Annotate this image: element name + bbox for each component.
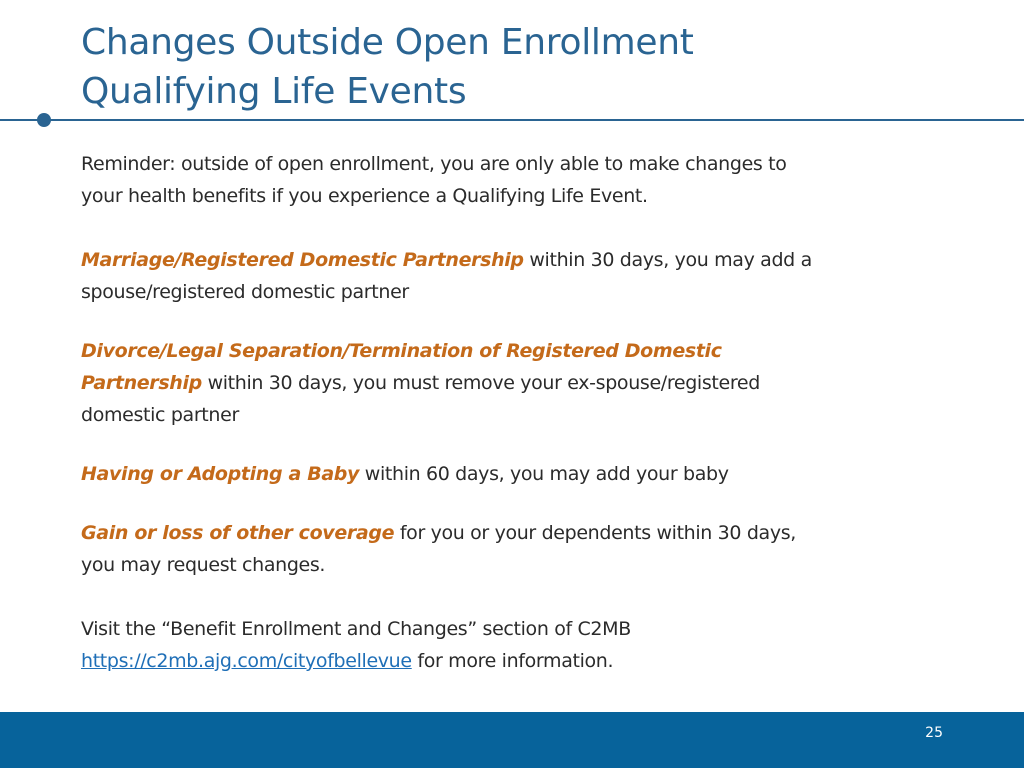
- event-marriage: [81, 244, 821, 308]
- event-description: within 30 days, you must remove your ex-spouse/registered domestic partner: [81, 372, 760, 426]
- c2mb-link[interactable]: https://c2mb.ajg.com/cityofbellevue: [81, 650, 412, 672]
- visit-suffix: for more information.: [411, 650, 614, 672]
- footer-bar: [0, 712, 1024, 768]
- event-title: Divorce/Legal Separation/Termination of Registered Domestic Partnership: [81, 340, 722, 394]
- event-title: Having or Adopting a Baby: [81, 463, 360, 485]
- visit-text: Visit the “Benefit Enrollment and Changes” section of C2MB: [81, 618, 631, 640]
- visit-info: [81, 613, 821, 677]
- event-description: within 30 days, you may add a spouse/registered domestic partner: [81, 249, 812, 303]
- title-divider: [0, 119, 1024, 121]
- event-title: Gain or loss of other coverage: [81, 522, 395, 544]
- event-title: Marriage/Registered Domestic Partnership: [81, 249, 524, 271]
- event-baby: [81, 458, 821, 490]
- slide-body: [81, 148, 821, 677]
- slide-title: [81, 18, 694, 116]
- divider-dot: [37, 113, 51, 127]
- page-number: 25: [925, 725, 943, 741]
- slide-title-line-1: Changes Outside Open Enrollment: [81, 22, 694, 63]
- event-description: for you or your dependents within 30 days, you may request changes.: [81, 522, 796, 576]
- event-description: within 60 days, you may add your baby: [359, 463, 729, 485]
- event-coverage: [81, 517, 821, 581]
- event-divorce: [81, 335, 821, 431]
- slide-title-line-2: Qualifying Life Events: [81, 71, 467, 112]
- reminder-text: Reminder: outside of open enrollment, you are only able to make changes to your health benefits if you experience a Qualifying Life Event.: [81, 153, 787, 207]
